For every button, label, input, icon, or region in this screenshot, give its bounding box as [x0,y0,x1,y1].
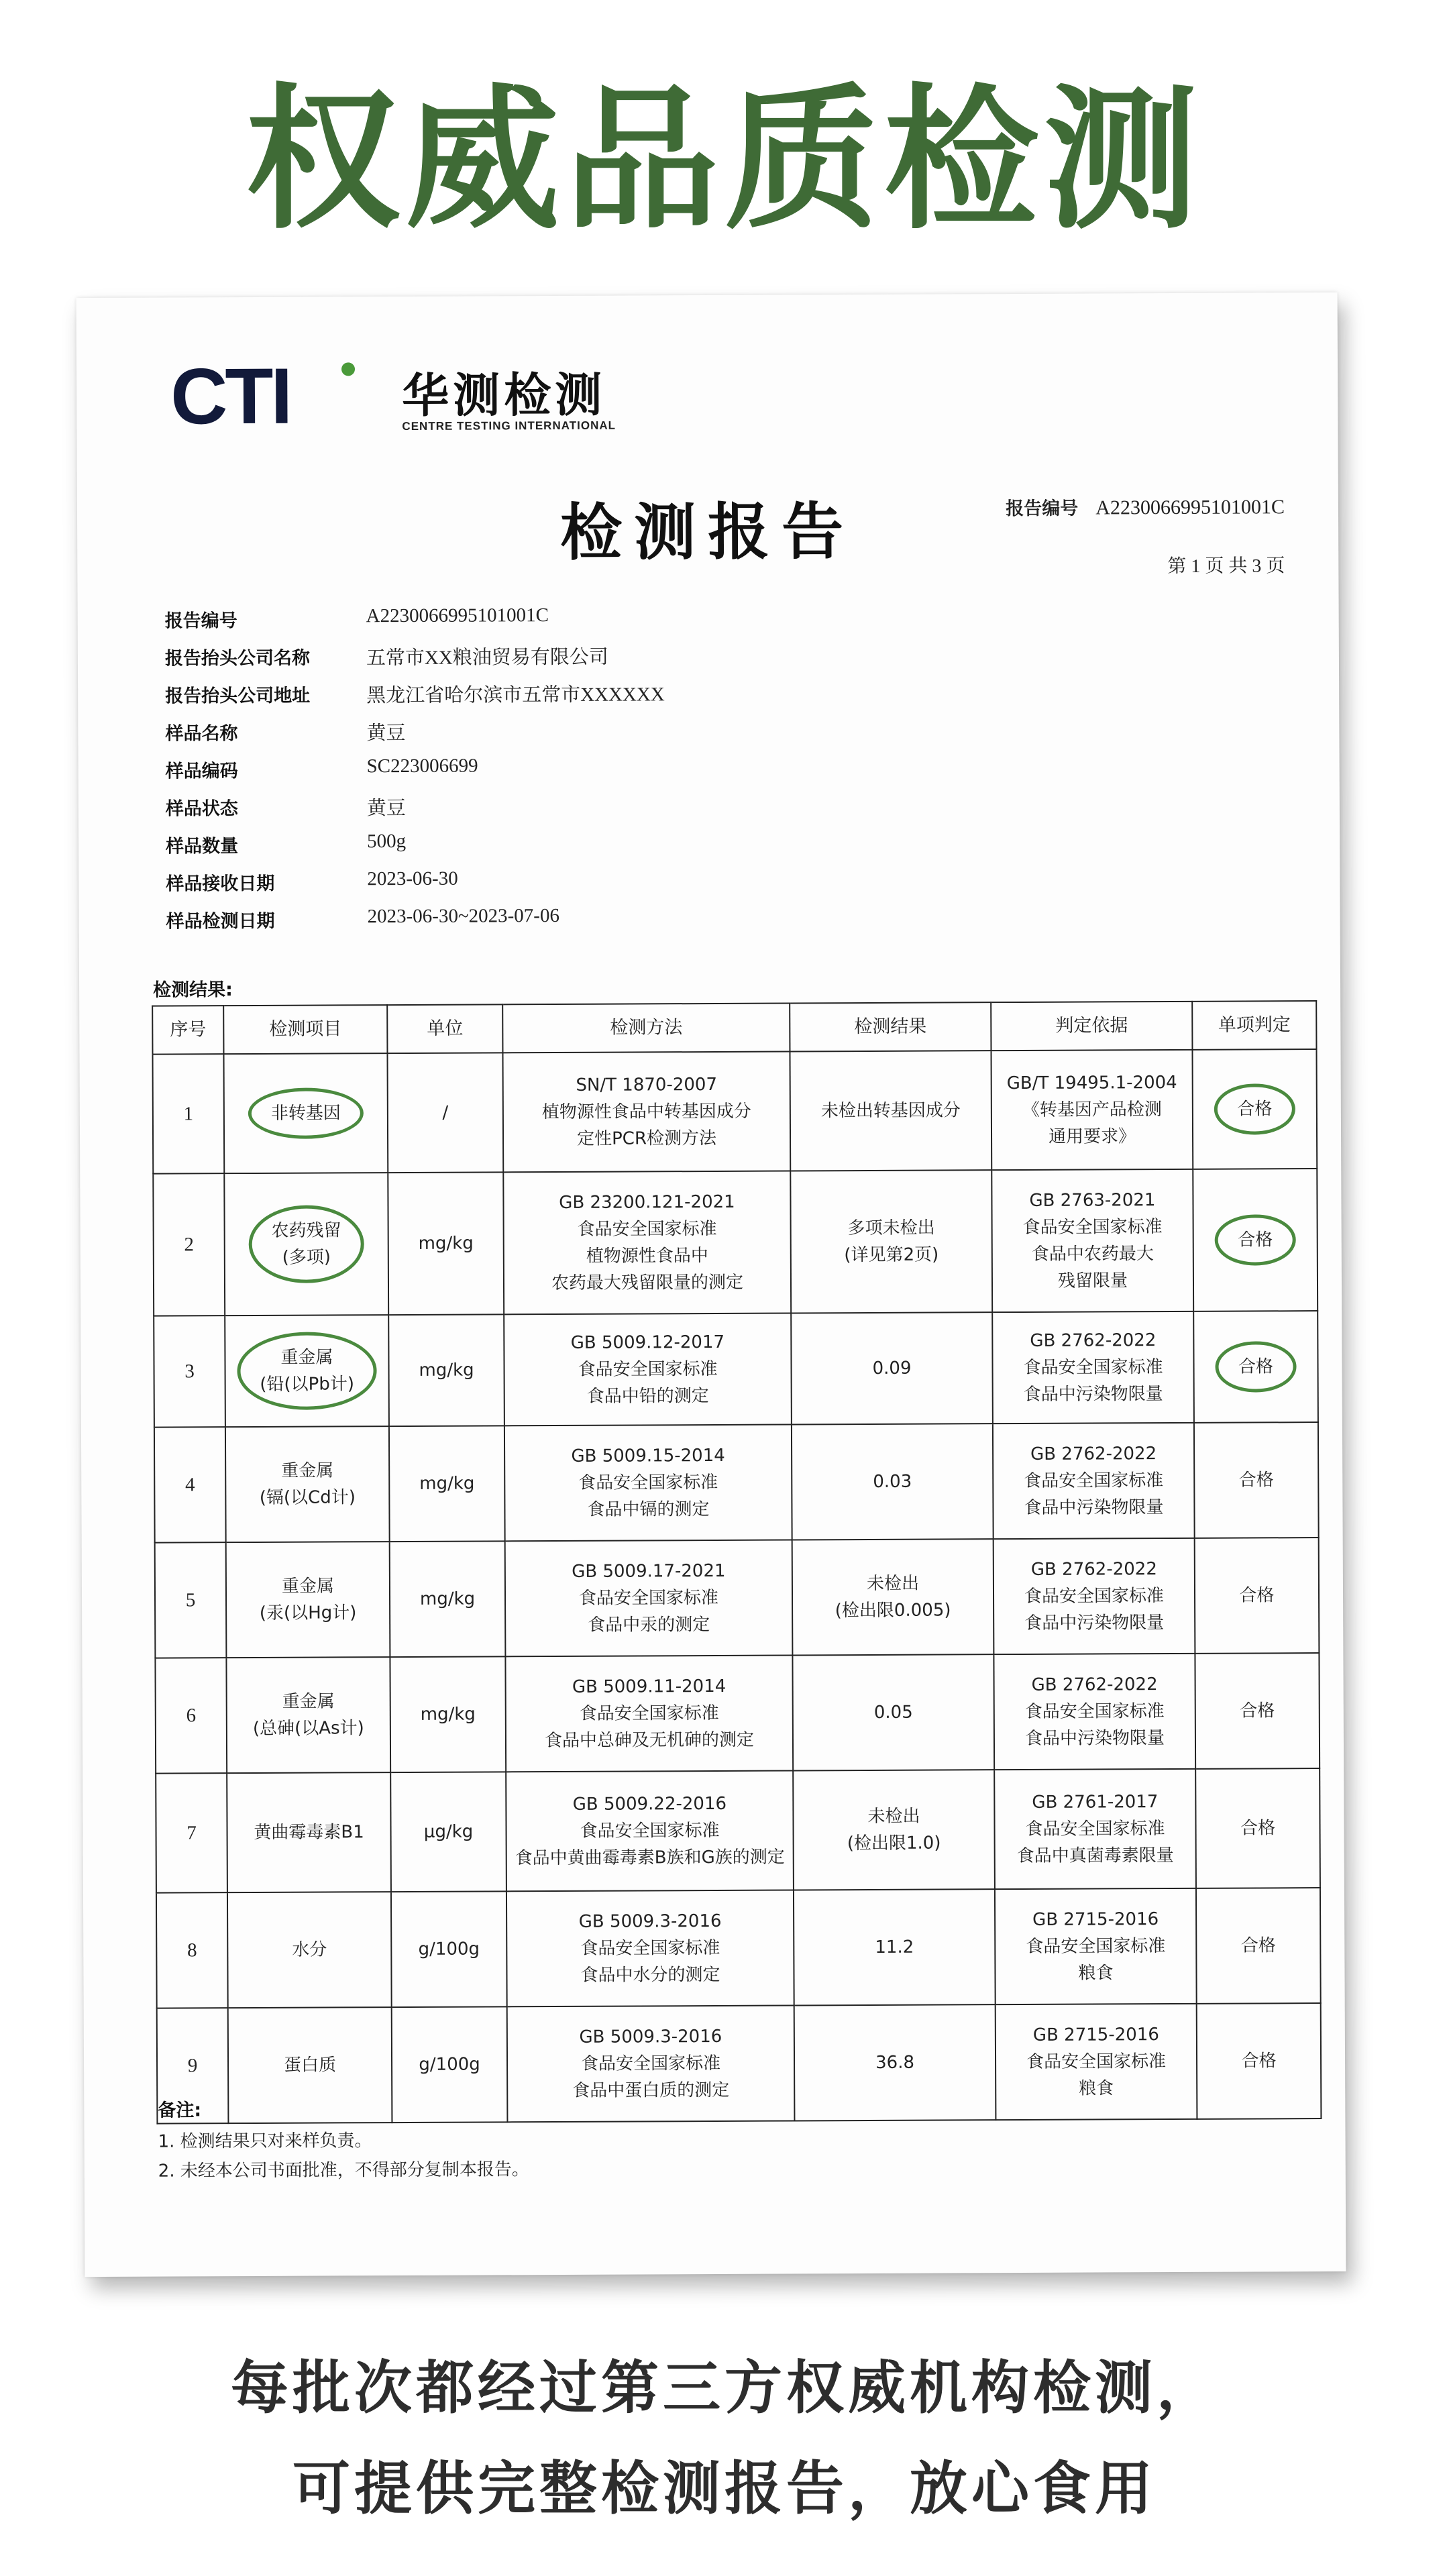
circled-item: 重金属 (铅(以Pb计) [239,1336,374,1406]
table-row [153,1169,1318,1316]
cell-result-text: 0.03 [873,1471,912,1492]
cell-unit-text: mg/kg [419,1360,474,1381]
logo-mark: CTI [170,352,290,441]
cell-result-text: 0.09 [872,1358,912,1379]
cell-verdict [1193,1169,1318,1311]
cell-item-text: 蛋白质 [283,2055,337,2076]
cell-idx [155,1542,227,1658]
report-paper [76,292,1346,2277]
cell-verdict-text: 合格 [1240,1818,1276,1839]
info-label: 样品编码 [165,761,238,782]
cell-idx [153,1173,225,1316]
table-row [156,1888,1321,2008]
cell-basis [993,1423,1195,1539]
info-value: 500g [367,830,407,853]
cell-verdict [1195,1538,1320,1654]
cell-verdict [1195,1768,1320,1888]
notes-title: 备注: [158,2100,202,2121]
cell-item [227,1892,392,2008]
cell-basis-text: GB 2715-2016 食品安全国家标准 粮食 [1026,2025,1167,2099]
cell-method [504,1313,792,1426]
cell-unit [387,1053,503,1173]
cell-method [506,1890,794,2006]
cell-verdict [1192,1049,1317,1169]
cell-unit-text: mg/kg [418,1233,474,1254]
info-value: 黄豆 [366,797,406,820]
cell-result [792,1539,994,1655]
page-headline: 权威品质检测 [245,71,1203,250]
cell-basis-text: GB 2761-2017 食品安全国家标准 食品中真菌毒素限量 [1016,1792,1174,1867]
cell-verdict [1196,1888,1321,2004]
cell-method-text: GB 5009.11-2014 食品安全国家标准 食品中总砷及无机砷的测定 [544,1676,755,1752]
cell-result-text: 36.8 [875,2052,915,2073]
cell-result [794,1889,996,2005]
cell-verdict [1195,1653,1320,1769]
cell-result-text: 未检出 (检出限0.005) [835,1573,951,1621]
cell-idx [155,1658,227,1773]
cell-basis [996,2004,1197,2120]
cell-item [225,1315,389,1427]
sample-info [164,604,665,945]
cell-result-text: 0.05 [873,1702,913,1723]
cell-item [225,1426,390,1542]
cell-unit-text: mg/kg [420,1704,476,1725]
cell-idx [154,1427,226,1542]
cell-method-text: GB 5009.22-2016 食品安全国家标准 食品中黄曲霉毒素B族和G族的测定 [515,1793,785,1869]
results-label: 检测结果: [153,979,233,1001]
cell-basis [995,1888,1197,2004]
cell-unit [390,1772,506,1892]
info-value: SC223006699 [366,755,478,777]
cell-result-text: 未检出转基因成分 [820,1100,961,1122]
cell-idx [154,1316,225,1427]
cell-item [226,1657,390,1773]
info-label: 报告抬头公司名称 [164,647,310,669]
cell-item [223,1053,388,1173]
table-header-row [152,1001,1316,1055]
circled-verdict: 合格 [1217,1087,1292,1130]
info-label: 报告抬头公司地址 [165,685,311,707]
cell-unit-text: mg/kg [419,1589,476,1609]
report-number [1006,492,1285,520]
slogan-line-2: 可提供完整检测报告，放心食用 [292,2455,1157,2522]
cell-idx-text: 4 [184,1474,195,1496]
circled-item: 非转基因 [251,1091,361,1135]
cell-item [226,1542,390,1658]
cell-verdict-text: 合格 [1240,1701,1275,1721]
notes [158,2094,529,2186]
cell-method-text: GB 5009.15-2014 食品安全国家标准 食品中镉的测定 [571,1445,725,1520]
cell-idx-text: 1 [183,1103,194,1125]
info-label: 样品数量 [166,836,239,857]
cell-method [506,1770,794,1891]
table-row [154,1311,1318,1428]
note-item: 1. 检测结果只对来样负责。 [158,2131,372,2152]
cell-result [792,1424,994,1540]
cell-basis [994,1654,1195,1770]
cell-basis [994,1538,1195,1654]
cell-unit [388,1314,504,1426]
cell-method-text: GB 5009.12-2017 食品安全国家标准 食品中铅的测定 [570,1332,725,1407]
cell-basis [992,1311,1194,1424]
report-number-value: A2230066995101001C [1095,496,1285,519]
cell-result-text: 多项未检出 (详见第2页) [844,1218,939,1266]
cell-basis-text: GB/T 19495.1-2004 《转基因产品检测 通用要求》 [1006,1072,1177,1147]
cell-verdict-text: 合格 [1238,1470,1274,1491]
page-indicator: 第 1 页 共 3 页 [1167,555,1285,578]
table-row [156,1768,1320,1893]
cell-method [507,2005,795,2122]
cell-basis-text: GB 2762-2022 食品安全国家标准 食品中污染物限量 [1024,1559,1165,1633]
cell-item [227,1772,391,1892]
cell-item-text: 重金属 (汞(以Hg计) [259,1576,357,1623]
info-value: 2023-06-30~2023-07-06 [367,904,559,928]
cell-result [793,1770,995,1890]
cell-unit-text: / [442,1102,449,1123]
report-number-label: 报告编号 [1006,498,1079,520]
cell-idx-text: 7 [186,1822,197,1844]
cell-method [505,1655,793,1772]
report-title: 检测报告 [559,495,856,569]
logo-name-en: CENTRE TESTING INTERNATIONAL [402,419,616,433]
column-header: 判定依据 [991,1002,1192,1051]
table-row [155,1538,1320,1658]
cell-result [791,1312,993,1424]
column-header: 序号 [152,1006,223,1054]
cell-basis [994,1769,1196,1889]
cell-item [224,1173,388,1316]
cell-unit-text: g/100g [418,1939,480,1960]
cell-unit-text: mg/kg [419,1473,475,1494]
table-row [152,1049,1317,1174]
cell-result [794,2004,996,2121]
cell-method-text: SN/T 1870-2007 植物源性食品中转基因成分 定性PCR检测方法 [541,1074,751,1149]
cell-method [504,1424,792,1541]
info-value: 2023-06-30 [367,867,458,890]
cell-method [502,1051,790,1172]
info-label: 样品状态 [165,798,238,820]
cell-result [790,1051,991,1171]
cell-basis [991,1050,1193,1170]
cell-idx-text: 8 [187,1939,197,1962]
cell-item-text: 重金属 (镉(以Cd计) [259,1460,356,1508]
circled-verdict: 合格 [1218,1218,1293,1261]
cell-idx-text: 6 [186,1705,197,1727]
results-table [152,1000,1322,2125]
table-row [154,1422,1319,1543]
cell-unit [389,1426,505,1542]
cell-basis [991,1169,1193,1312]
cell-result-text: 未检出 (检出限1.0) [847,1806,941,1854]
cell-result-text: 11.2 [875,1937,914,1957]
cell-basis-text: GB 2762-2022 食品安全国家标准 食品中污染物限量 [1023,1330,1163,1405]
info-value: 五常市XX粮油贸易有限公司 [366,646,608,669]
cell-unit-text: g/100g [419,2054,480,2075]
info-value: A2230066995101001C [366,604,549,627]
cell-basis-text: GB 2715-2016 食品安全国家标准 粮食 [1026,1909,1166,1984]
cell-idx [156,1773,227,1892]
cell-item-text: 黄曲霉毒素B1 [254,1822,364,1843]
info-label: 报告编号 [164,610,237,632]
cell-unit [388,1172,504,1315]
circled-verdict: 合格 [1218,1345,1293,1388]
cell-basis-text: GB 2762-2022 食品安全国家标准 食品中污染物限量 [1024,1674,1165,1749]
column-header: 检测项目 [223,1005,387,1054]
info-label: 样品名称 [165,723,238,745]
cell-idx [152,1054,224,1173]
table-row [155,1653,1320,1774]
column-header: 检测方法 [502,1003,790,1053]
cell-idx-text: 3 [184,1360,195,1383]
cell-idx-text: 2 [184,1234,195,1256]
info-value: 黄豆 [366,722,406,745]
cell-method-text: GB 5009.3-2016 食品安全国家标准 食品中水分的测定 [578,1911,722,1986]
info-label: 样品接收日期 [166,873,275,895]
column-header: 单位 [387,1004,502,1053]
cell-method-text: GB 5009.17-2021 食品安全国家标准 食品中汞的测定 [572,1560,726,1635]
cell-item-text: 重金属 (总砷(以As计) [252,1691,364,1739]
cell-idx-text: 5 [185,1589,196,1611]
info-value: 黑龙江省哈尔滨市五常市XXXXXX [366,684,665,707]
cti-logo [170,352,616,445]
cell-verdict-text: 合格 [1240,1935,1276,1956]
cell-method [505,1540,793,1656]
cell-method-text: GB 23200.121-2021 食品安全国家标准 植物源性食品中 农药最大残留限量的测定 [551,1191,744,1294]
cell-unit [390,1656,506,1772]
circled-item: 农药残留 (多项) [251,1209,361,1279]
cell-verdict-text: 合格 [1239,1585,1275,1606]
cell-verdict [1194,1422,1319,1538]
cell-unit [391,1891,507,2007]
cell-basis-text: GB 2762-2022 食品安全国家标准 食品中污染物限量 [1024,1444,1164,1518]
cell-item-text: 水分 [292,1939,327,1960]
cell-verdict [1193,1311,1318,1423]
logo-name-cn: 华测检测 [402,367,606,423]
cell-method-text: GB 5009.3-2016 食品安全国家标准 食品中蛋白质的测定 [572,2026,730,2101]
column-header: 单项判定 [1192,1001,1316,1050]
cell-method [503,1171,791,1314]
cell-unit-text: μg/kg [423,1821,474,1842]
cell-result [792,1654,994,1770]
info-label: 样品检测日期 [166,910,275,932]
cell-unit [390,1541,506,1657]
logo-dot-icon [341,362,355,376]
column-header: 检测结果 [790,1002,991,1051]
cell-verdict-text: 合格 [1241,2051,1277,2072]
note-item: 2. 未经本公司书面批准，不得部分复制本报告。 [158,2159,529,2182]
cell-verdict [1197,2003,1322,2119]
cell-idx-text: 9 [187,2055,198,2077]
cell-result [790,1170,992,1313]
cell-basis-text: GB 2763-2021 食品安全国家标准 食品中农药最大 残留限量 [1022,1190,1163,1291]
slogan-line-1: 每批次都经过第三方权威机构检测， [231,2355,1218,2422]
cell-idx [156,1892,228,2008]
